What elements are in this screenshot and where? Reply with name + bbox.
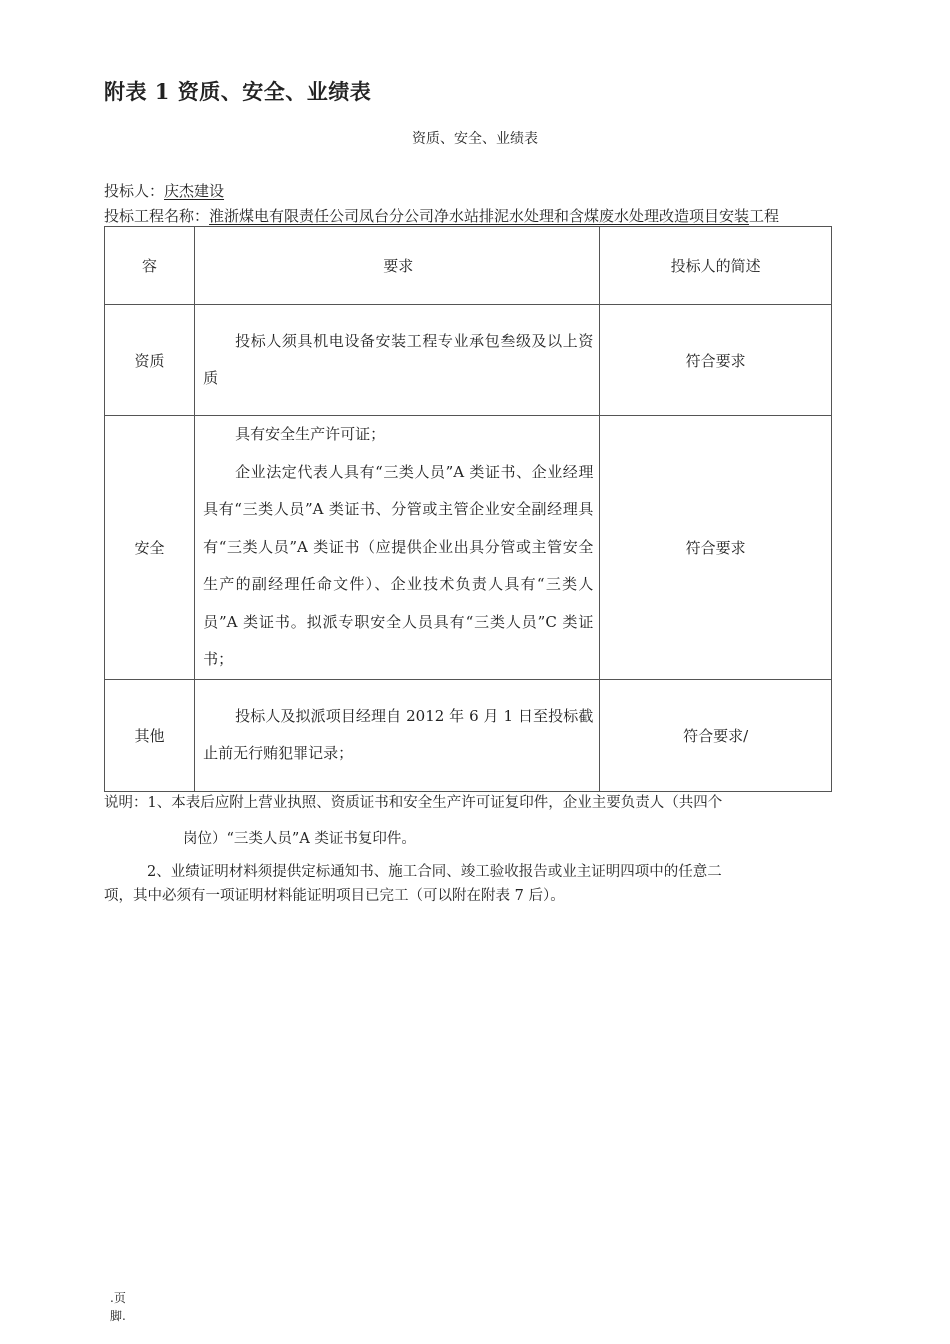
note-line-3: 2、业绩证明材料须提供定标通知书、施工合同、竣工验收报告或业主证明四项中的任意二 [147, 864, 722, 880]
requirement-paragraph: 企业法定代表人具有“三类人员”A 类证书、企业经理具有“三类人员”A 类证书、分管或主管企业安全副经理具有“三类人员”A 类证书（应提供企业出具分管或主管安全生产的副经理任命文件）、企业技术负责人具有“三类人员”A 类证书。拟派专职安全人员具有“三类人员”C 类证书； [203, 462, 594, 668]
table-row [105, 305, 832, 416]
row-category: 资质 [105, 305, 195, 416]
project-label: 投标工程名称： [104, 207, 210, 225]
note-line-1: 说明：1、本表后应附上营业执照、资质证书和安全生产许可证复印件，企业主要负责人（共四个 [104, 795, 723, 811]
requirement-paragraph: 投标人及拟派项目经理自 2012 年 6 月 1 日至投标截止前无行贿犯罪记录； [203, 706, 594, 762]
row-requirement [195, 416, 600, 680]
footer-line-1: .页 [110, 1291, 126, 1305]
bidder-name: 庆杰建设 [164, 182, 225, 200]
table-row [105, 679, 832, 791]
table-header-row [105, 227, 832, 305]
header-requirement: 要求 [195, 227, 600, 305]
header-content: 容 [105, 227, 195, 305]
bidder-label: 投标人： [104, 182, 165, 200]
page-footer [110, 1289, 126, 1325]
project-suffix: 工程 [749, 207, 780, 225]
bidder-line [104, 180, 224, 201]
table-row [105, 416, 832, 680]
row-requirement [195, 679, 600, 791]
row-requirement [195, 305, 600, 416]
page-heading: 附表 1 资质、安全、业绩表 [104, 79, 372, 104]
qualification-table [104, 226, 832, 792]
row-category: 其他 [105, 679, 195, 791]
project-name: 淮浙煤电有限责任公司凤台分公司净水站排泥水处理和含煤废水处理改造项目安装 [209, 207, 750, 225]
row-response: 符合要求 [600, 305, 832, 416]
table-title: 资质、安全、业绩表 [412, 131, 538, 147]
row-response: 符合要求/ [600, 679, 832, 791]
requirement-paragraph: 投标人须具机电设备安装工程专业承包叁级及以上资质 [203, 331, 594, 387]
header-bidder-summary: 投标人的简述 [600, 227, 832, 305]
note-line-4: 项，其中必须有一项证明材料能证明项目已完工（可以附在附表 7 后）。 [104, 888, 565, 904]
project-line [104, 205, 779, 226]
footer-line-2: 脚. [110, 1309, 126, 1323]
row-category: 安全 [105, 416, 195, 680]
requirement-paragraph: 具有安全生产许可证； [235, 425, 386, 443]
row-response: 符合要求 [600, 416, 832, 680]
note-line-2: 岗位）“三类人员”A 类证书复印件。 [183, 831, 416, 847]
